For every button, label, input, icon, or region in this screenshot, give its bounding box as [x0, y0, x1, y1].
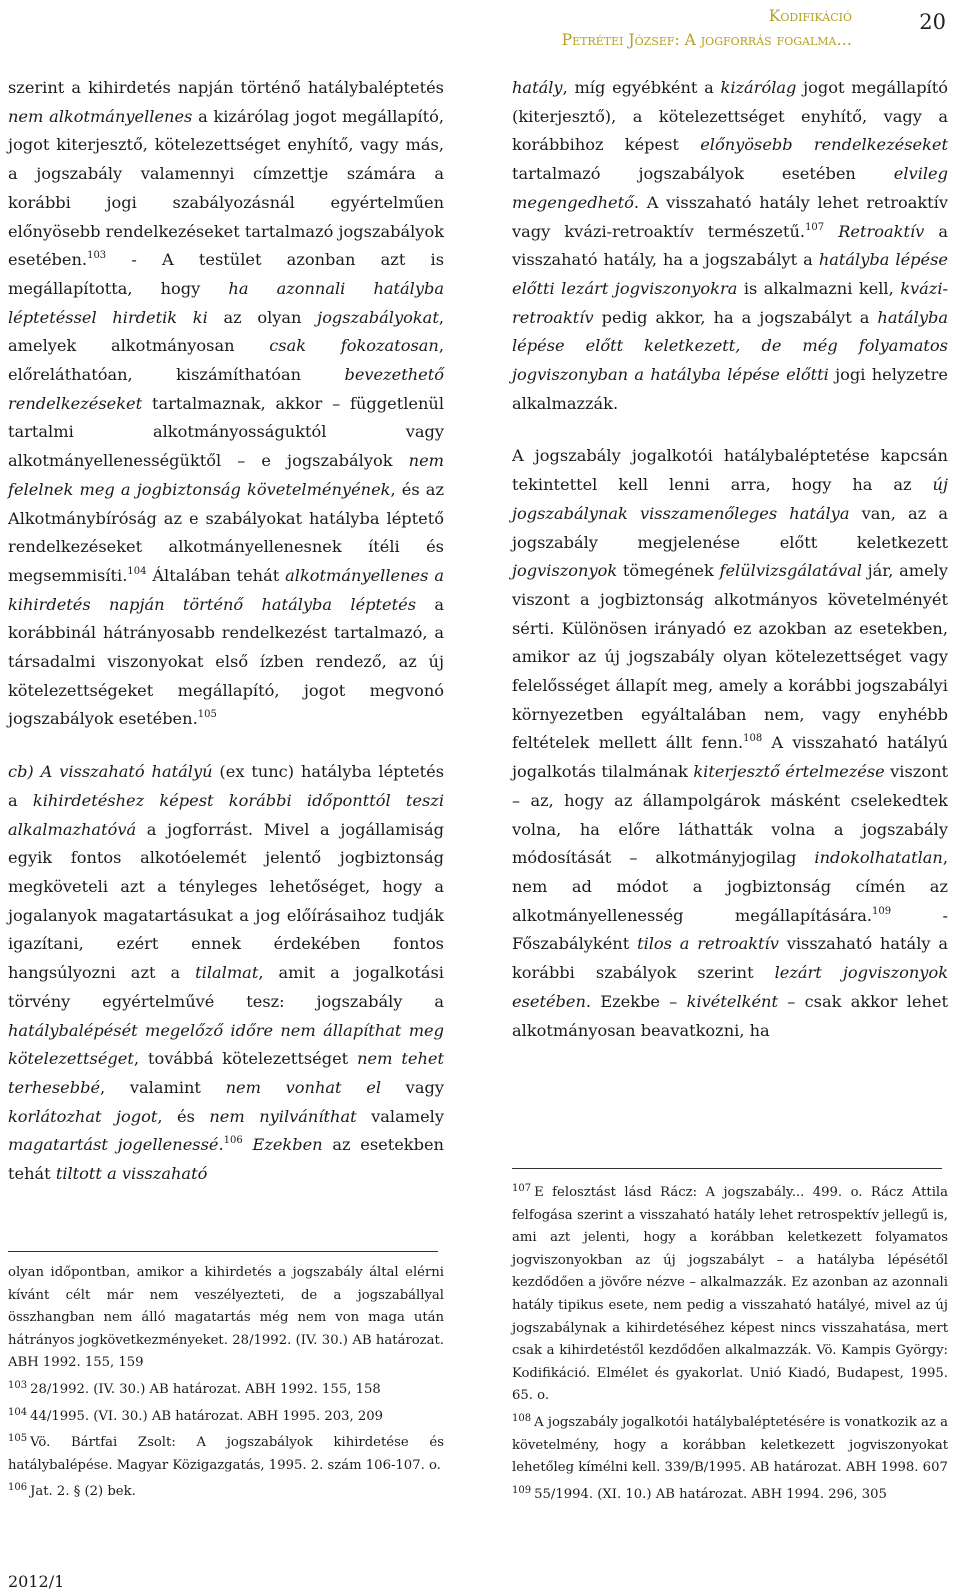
text-run: . [218, 1135, 224, 1155]
text-run: A visszaható hatályú jogalkotás tilalmának [512, 733, 948, 782]
text-run: jogi helyzetre alkalmazzák. [512, 365, 948, 413]
right-footnotes [512, 1178, 948, 1506]
footnote-separator-left [8, 1251, 438, 1252]
paragraph [8, 758, 444, 1189]
text-run: viszont – az, hogy az állampolgárok másként cselekedtek volna, ha előre láthatták volna a jogszabály módosítását – alkotmányjogilag [512, 762, 948, 868]
footnote-ref: 108 [743, 733, 763, 745]
text-run: tartalmazó jogszabályok esetében [512, 164, 894, 184]
text-run: , amit a jogalkotási törvény egyértelművé tesz: jogszabály a [8, 963, 444, 1011]
emphasis-text: alkotmányellenes a kihirdetés napján történő hatályba léptetés [8, 565, 444, 614]
footnote-number: 108 [512, 1412, 532, 1424]
footnote [512, 1408, 948, 1480]
paragraph [512, 442, 948, 1045]
footnote-number: 104 [8, 1406, 28, 1418]
text-run: jogot megállapító (kiterjesztő), a kötelezettséget enyhítő, vagy a korábbihoz képest [512, 78, 948, 155]
emphasis-text: felülvizsgálatával [719, 561, 862, 581]
emphasis-text: jogviszonyok [512, 561, 618, 581]
paragraph [8, 74, 444, 734]
footnote [8, 1477, 444, 1504]
emphasis-text: magatartást jogellenessé [8, 1135, 219, 1155]
emphasis-text: lezárt jogviszonyok esetében [512, 963, 949, 1011]
journal-title: Kodifikáció [768, 7, 852, 25]
text-run: jár, amely viszont a jogbiztonság alkotmányos követelményét sérti. Különösen irányadó ez azokban az esetekben, amikor az új jogszabály olyan kötelezettséget vagy felelősséget állapít meg, amely a korábbi jogszabályi környezetben egyáltalában nem, vagy enyhébb feltételek mellett állt fenn. [512, 561, 948, 753]
text-run: a visszaható hatály, ha a jogszabályt a [512, 221, 948, 270]
text-run: , előreláthatóan, kiszámíthatóan [8, 336, 445, 385]
text-run: az olyan [207, 307, 318, 327]
text-run: az esetekben tehát [8, 1135, 444, 1184]
right-column [512, 74, 948, 1045]
emphasis-text: hatálybalépését megelőző időre nem állapíthat meg kötelezettséget [8, 1020, 444, 1069]
footnote [8, 1262, 444, 1375]
paragraph [512, 74, 948, 418]
text-run: tartalmaznak, akkor – függetlenül tartalmi alkotmányosságuktól vagy alkotmányellenességüktől – e jogszabályok [8, 393, 444, 471]
emphasis-text: cb) A visszaható hatályú [8, 762, 213, 782]
footnote-ref: 103 [87, 250, 107, 262]
emphasis-text: tiltott a visszaható [55, 1164, 208, 1184]
footnote [8, 1375, 444, 1402]
text-run: a kizárólag jogot megállapító, jogot kiterjesztő, kötelezettséget enyhítő, vagy más, a jogszabály valamennyi címzettje számára a korábbi jogi szabályozásnál egyértelműen előnyösebb rendelkezéseket tartalmazó jogszabályok esetében. [8, 106, 445, 270]
issue-label: 2012/1 [8, 1572, 65, 1591]
emphasis-text: nem tehet terhesebbé [8, 1049, 444, 1097]
emphasis-text: hatályba lépése előtt keletkezett, de még folyamatos jogviszonyban a hatályba lépése előtti [512, 307, 948, 385]
emphasis-text: kvázi-retroaktív [512, 278, 948, 327]
emphasis-text: nem felelnek meg a jogbiztonság követelményének [8, 451, 444, 499]
footnote-ref: 106 [223, 1135, 243, 1147]
emphasis-text: kiterjesztő értelmezése [693, 762, 885, 782]
emphasis-text: indokolhatatlan [814, 848, 943, 868]
text-run: A jogszabály jogalkotói hatálybaléptetése kapcsán tekintettel kell lenni arra, hogy ha az [512, 446, 948, 495]
footnote-text: Vö. Bártfai Zsolt: A jogszabályok kihirdetése és hatálybalépése. Magyar Közigazgatás, 1995. 2. szám 106-107. o. [8, 1435, 444, 1473]
emphasis-text: nem vonhat el [225, 1077, 381, 1097]
text-run: , amelyek alkotmányosan [8, 307, 444, 356]
footnote-text: E felosztást lásd Rácz: A jogszabály... 499. o. Rácz Attila felfogása szerint a visszaható hatály lehet retrospektív jellegű is, ami azt jelenti, hogy a korábban keletkezett folyamatos jogviszonyokban az új jogszabályt – a hatályba lépésétől kezdődően a jövőre nézve – alkalmazzák. Ez azonban az azonnali hatály tipikus esete, nem pedig a visszaható hatályé, mivel az új jogszabálynak a kihirdetéséhez képest nincs visszahatása, mert csak a kihirdetéstől kezdődően alkalmazzák. Vö. Kampis György: Kodifikáció. Elmélet és gyakorlat. Unió Kiadó, Budapest, 1995. 65. o. [512, 1185, 948, 1404]
article-title: Petrétei József: A jogforrás fogalma… [561, 31, 852, 49]
text-run: pedig akkor, ha a jogszabályt a [593, 307, 878, 327]
footnote-text: Jat. 2. § (2) bek. [30, 1484, 136, 1500]
text-run: visszaható hatály a korábbi szabályok szerint [512, 934, 948, 983]
text-run: , míg egyébként a [562, 78, 721, 97]
text-run [243, 1135, 253, 1154]
text-run: , továbbá kötelezettséget [133, 1049, 358, 1069]
footnote-ref: 107 [805, 221, 825, 233]
text-run: (ex tunc) hatályba léptetés a [8, 762, 445, 810]
text-run: , nem ad módot a jogbiztonság címén az alkotmányellenesség megállapítására. [512, 848, 948, 925]
emphasis-text: kivételként [686, 991, 778, 1011]
footnote-text: 55/1994. (XI. 10.) AB határozat. ABH 1994. 296, 305 [534, 1486, 887, 1502]
footnote-number: 105 [8, 1433, 28, 1445]
page-number: 20 [919, 10, 946, 34]
emphasis-text: Retroaktív [838, 221, 925, 241]
text-run: szerint a kihirdetés napján történő hatálybaléptetés [8, 78, 444, 97]
emphasis-text: hatály [512, 78, 563, 97]
emphasis-text: új jogszabálynak visszamenőleges hatálya [512, 475, 948, 523]
emphasis-text: csak fokozatosan [269, 336, 439, 356]
text-run: – csak akkor lehet alkotmányosan beavatkozni, ha [512, 991, 948, 1040]
footnote [512, 1480, 948, 1507]
emphasis-text: ha azonnali hatályba léptetéssel hirdetik ki [8, 278, 445, 327]
footnote-ref: 105 [197, 709, 217, 721]
header-text [252, 4, 852, 52]
text-run [824, 222, 838, 241]
text-run: . Ezekbe – [585, 991, 687, 1011]
emphasis-text: jogszabályokat [317, 307, 439, 327]
emphasis-text: előnyösebb rendelkezéseket [700, 135, 949, 155]
footnote [512, 1178, 948, 1408]
text-run: tömegének [617, 561, 720, 581]
footnote-number: 107 [512, 1183, 532, 1194]
emphasis-text: bevezethető rendelkezéseket [8, 365, 444, 413]
text-run: , valamint [100, 1077, 226, 1097]
text-run: a korábbinál hátrányosabb rendelkezést tartalmazó, a társadalmi viszonyokat első ízben rendező, az új kötelezettségeket megállapító, jogot megvonó jogszabályok esetében. [8, 594, 444, 729]
text-run: is alkalmazni kell, [737, 278, 901, 298]
emphasis-text: kihirdetéshez képest korábbi időponttól teszi alkalmazhatóvá [8, 790, 444, 839]
footnote [8, 1402, 444, 1429]
footnote-number: 106 [8, 1482, 28, 1494]
emphasis-text: Ezekben [252, 1135, 323, 1155]
emphasis-text: tilos a retroaktív [637, 934, 779, 954]
emphasis-text: korlátozhat jogot [8, 1106, 158, 1126]
footnote-separator-right [512, 1168, 942, 1169]
emphasis-text: nem nyilváníthat [209, 1106, 357, 1126]
text-run: vagy [381, 1077, 444, 1097]
emphasis-text: nem alkotmányellenes [8, 106, 193, 126]
footnote [8, 1428, 444, 1477]
text-run: Általában tehát [146, 565, 286, 585]
footnote-number: 109 [512, 1484, 532, 1496]
footnote-text: 44/1995. (VI. 30.) AB határozat. ABH 1995. 203, 209 [30, 1408, 384, 1424]
text-run: - A testület azonban azt is megállapította, hogy [8, 250, 444, 298]
footnote-text: A jogszabály jogalkotói hatálybaléptetésére is vonatkozik az a követelmény, hogy a korábban keletkezett jogviszonyokat lehetőleg kímélni kell. 339/B/1995. AB határozat. ABH 1998. 607 [512, 1414, 948, 1476]
footnote-ref: 104 [127, 565, 147, 577]
emphasis-text: kizárólag [720, 78, 797, 97]
footnote-text: 28/1992. (IV. 30.) AB határozat. ABH 1992. 155, 158 [30, 1381, 381, 1397]
text-run: - Főszabályként [512, 905, 948, 954]
left-column [8, 74, 444, 1189]
text-run: . A visszaható hatály lehet retroaktív vagy kvázi-retroaktív természetű. [512, 192, 948, 241]
text-run: , és az Alkotmánybíróság az e szabályokat hatályba léptető rendelkezéseket alkotmányellenesnek ítéli és megsemmisíti. [8, 479, 444, 585]
footnote-number: 103 [8, 1379, 28, 1391]
text-run: a jogforrást. Mivel a jogállamiság egyik fontos alkotóelemét jelentő jogbiztonság megköveteli azt a tényleges lehetőséget, hogy a jogalanyok magatartásukat a jog előírásaihoz tudják igazítani, ezért ennek érdekében fontos hangsúlyozni azt a [8, 819, 444, 983]
text-run: valamely [356, 1106, 445, 1126]
left-footnotes [8, 1262, 444, 1504]
text-run: , és [157, 1106, 210, 1126]
emphasis-text: hatályba lépése előtti lezárt jogviszonyokra [512, 250, 948, 298]
text-run: van, az a jogszabály megjelenése előtt keletkezett [512, 503, 948, 552]
footnote-text: olyan időpontban, amikor a kihirdetés a jogszabály által elérni kívánt célt már nem veszélyezteti, de a jogszabállyal összhangban nem álló magatartás még nem von maga után hátrányos jogkövetkezményeket. 28/1992. (IV. 30.) AB határozat. ABH 1992. 155, 159 [8, 1265, 444, 1371]
emphasis-text: elvileg megengedhető [512, 164, 948, 212]
emphasis-text: tilalmat [195, 963, 259, 983]
footnote-ref: 109 [872, 905, 892, 917]
